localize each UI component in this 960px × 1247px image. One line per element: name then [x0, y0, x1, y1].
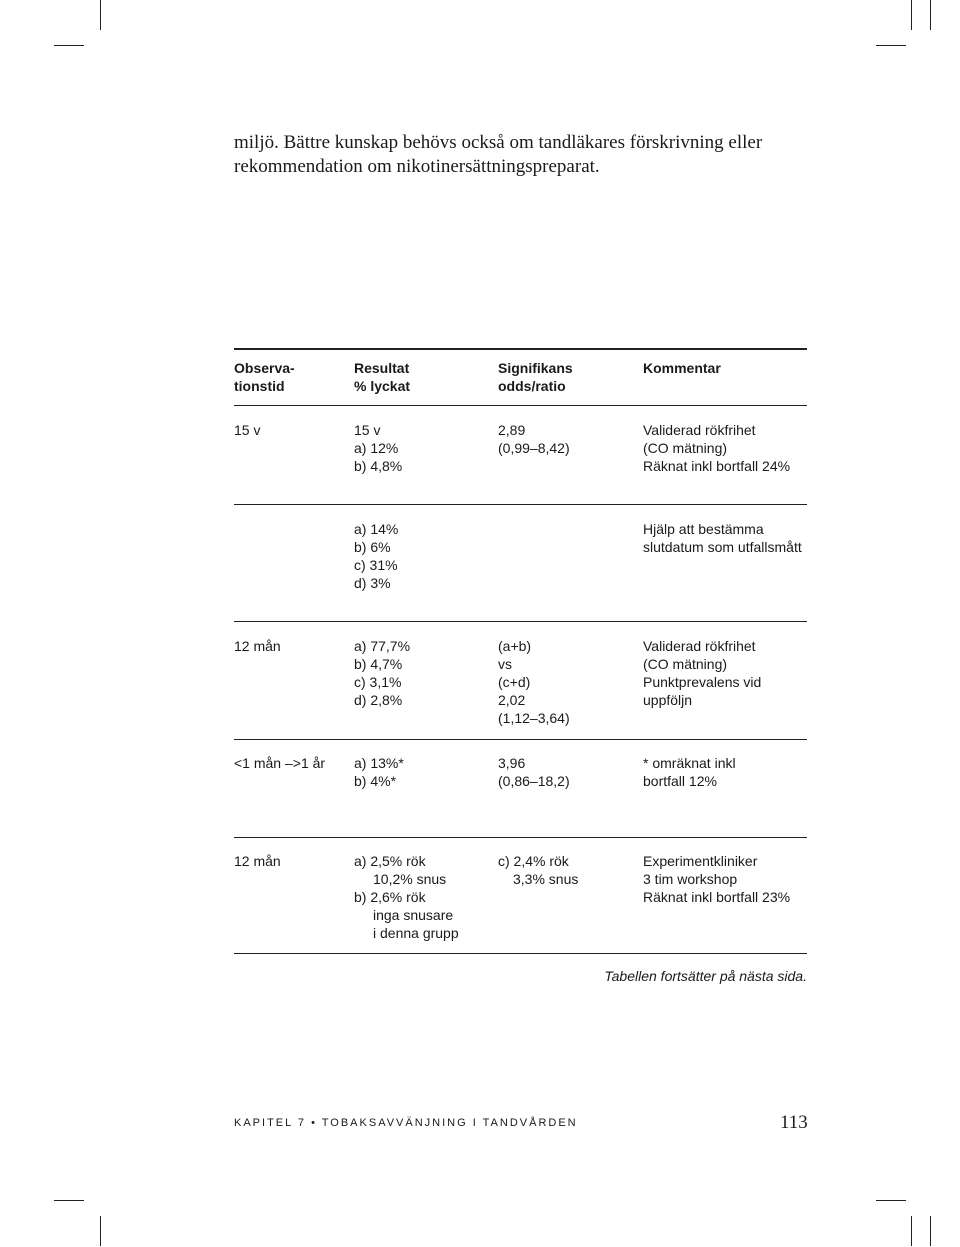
- intro-paragraph: [234, 131, 814, 179]
- table-cell: a) 77,7% b) 4,7% c) 3,1% d) 2,8%: [354, 638, 411, 708]
- crop-mark: [930, 0, 931, 30]
- crop-mark: [911, 0, 912, 30]
- intro-line: rekommendation om nikotinersättningspreparat.: [234, 156, 600, 177]
- crop-mark: [54, 1200, 84, 1201]
- row-divider: [234, 739, 807, 740]
- crop-mark: [911, 1216, 912, 1246]
- table-cell: (a+b) vs (c+d) 2,02 (1,12–3,64): [498, 638, 570, 726]
- row-divider: [234, 504, 807, 505]
- table-cell: 2,89 (0,99–8,42): [498, 422, 570, 456]
- table-cell: a) 13%* b) 4%*: [354, 755, 404, 789]
- header-divider: [234, 405, 807, 406]
- table-cell: Hjälp att bestämma slutdatum som utfallsmått: [643, 521, 802, 555]
- table-cell: 12 mån: [234, 853, 281, 869]
- table-top-rule: [234, 348, 807, 350]
- header-signifikans: Signifikans odds/ratio: [498, 360, 573, 394]
- table-cell: 3,96 (0,86–18,2): [498, 755, 570, 789]
- table-cell: a) 14% b) 6% c) 31% d) 3%: [354, 521, 399, 591]
- table-cell: c) 2,4% rök 3,3% snus: [498, 853, 579, 887]
- header-kommentar: Kommentar: [643, 360, 721, 376]
- crop-mark: [54, 45, 84, 46]
- table-cell: <1 mån –>1 år: [234, 755, 326, 771]
- table-cell: Validerad rökfrihet (CO mätning) Punktprevalens vid uppföljn: [643, 638, 762, 708]
- intro-line: miljö. Bättre kunskap behövs också om tandläkares förskrivning eller: [234, 132, 763, 153]
- row-divider: [234, 621, 807, 622]
- crop-mark: [100, 1216, 101, 1246]
- row-divider: [234, 837, 807, 838]
- crop-mark: [100, 0, 101, 30]
- table-cell: 15 v a) 12% b) 4,8%: [354, 422, 403, 474]
- crop-mark: [930, 1216, 931, 1246]
- page-number: 113: [780, 1112, 808, 1133]
- table-bottom-rule: [234, 953, 807, 954]
- table-cell: 12 mån: [234, 638, 281, 654]
- table-continuation-note: Tabellen fortsätter på nästa sida.: [604, 968, 807, 984]
- table-cell: Validerad rökfrihet (CO mätning) Räknat inkl bortfall 24%: [643, 422, 791, 474]
- table-cell: Experimentkliniker 3 tim workshop Räknat inkl bortfall 23%: [643, 853, 791, 905]
- header-resultat: Resultat % lyckat: [354, 360, 411, 394]
- table-cell: 15 v: [234, 422, 261, 438]
- crop-mark: [876, 1200, 906, 1201]
- chapter-footer: KAPITEL 7 • TOBAKSAVVÄNJNING I TANDVÅRDEN: [234, 1117, 578, 1129]
- table-cell: a) 2,5% rök 10,2% snus b) 2,6% rök inga snusare i denna grupp: [354, 853, 459, 941]
- crop-mark: [876, 45, 906, 46]
- header-observationstid: Observa- tionstid: [234, 360, 295, 394]
- table-cell: * omräknat inkl bortfall 12%: [643, 755, 736, 789]
